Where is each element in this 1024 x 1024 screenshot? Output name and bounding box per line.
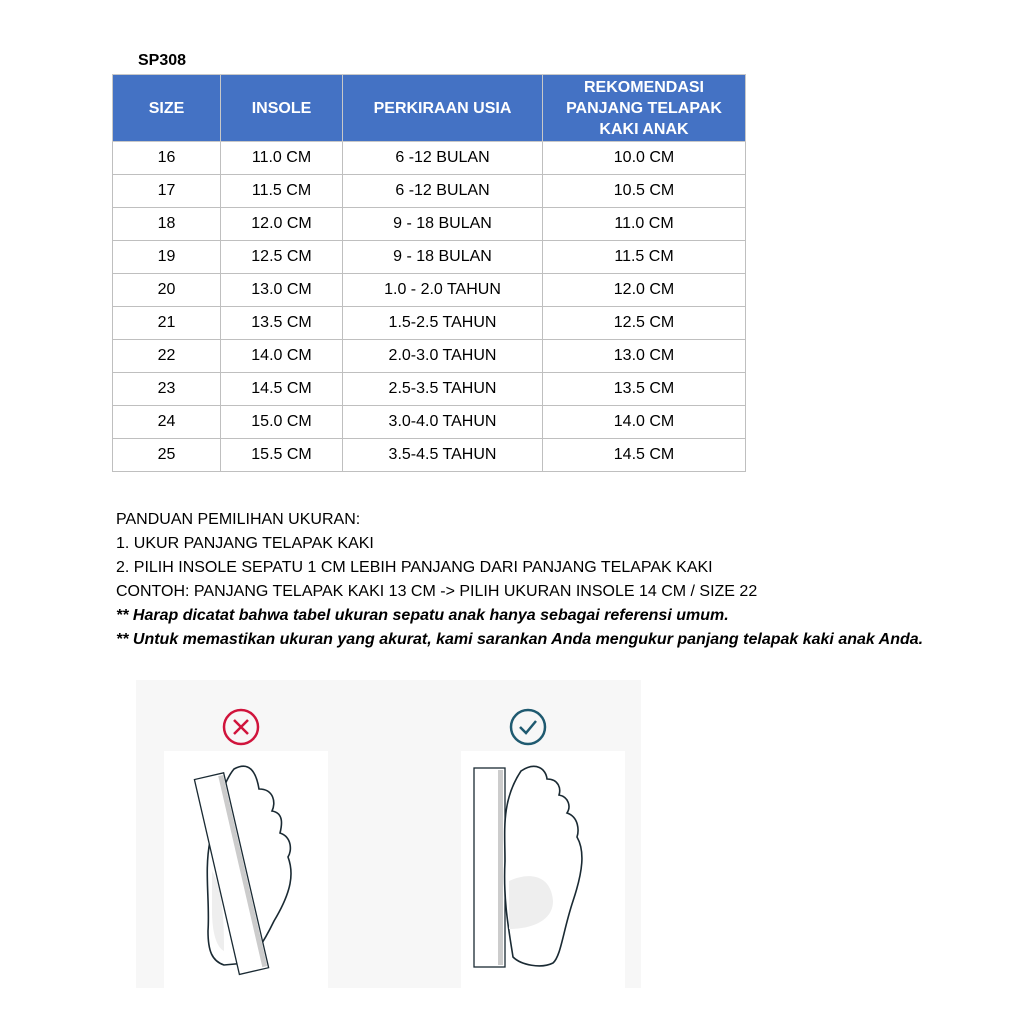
table-row <box>113 340 746 373</box>
size-cell: 23 <box>113 373 221 406</box>
foot-length-cell: 13.0 CM <box>543 340 746 373</box>
size-cell: 22 <box>113 340 221 373</box>
foot-length-cell: 11.5 CM <box>543 241 746 274</box>
table-row <box>113 439 746 472</box>
table-row <box>113 307 746 340</box>
insole-cell: 13.5 CM <box>221 307 343 340</box>
table-row <box>113 208 746 241</box>
size-chart-table <box>112 74 746 472</box>
header-size: SIZE <box>113 75 221 142</box>
insole-cell: 12.5 CM <box>221 241 343 274</box>
foot-length-cell: 11.0 CM <box>543 208 746 241</box>
foot-ruler-tilted-image <box>164 751 328 988</box>
size-cell: 24 <box>113 406 221 439</box>
insole-cell: 15.5 CM <box>221 439 343 472</box>
age-cell: 3.0-4.0 TAHUN <box>343 406 543 439</box>
age-cell: 2.0-3.0 TAHUN <box>343 340 543 373</box>
foot-length-cell: 10.0 CM <box>543 142 746 175</box>
foot-length-cell: 13.5 CM <box>543 373 746 406</box>
table-row <box>113 241 746 274</box>
age-cell: 6 -12 BULAN <box>343 175 543 208</box>
size-cell: 16 <box>113 142 221 175</box>
header-age: PERKIRAAN USIA <box>343 75 543 142</box>
age-cell: 6 -12 BULAN <box>343 142 543 175</box>
size-cell: 17 <box>113 175 221 208</box>
guide-example: CONTOH: PANJANG TELAPAK KAKI 13 CM -> PILIH UKURAN INSOLE 14 CM / SIZE 22 <box>116 583 758 600</box>
insole-cell: 14.5 CM <box>221 373 343 406</box>
header-foot-length: REKOMENDASI PANJANG TELAPAK KAKI ANAK <box>543 75 746 142</box>
size-cell: 18 <box>113 208 221 241</box>
wrong-measure-panel <box>164 751 328 988</box>
size-cell: 19 <box>113 241 221 274</box>
size-cell: 25 <box>113 439 221 472</box>
table-row <box>113 406 746 439</box>
age-cell: 1.5-2.5 TAHUN <box>343 307 543 340</box>
insole-cell: 15.0 CM <box>221 406 343 439</box>
table-header-row <box>113 75 746 142</box>
foot-length-cell: 12.0 CM <box>543 274 746 307</box>
insole-cell: 12.0 CM <box>221 208 343 241</box>
insole-cell: 13.0 CM <box>221 274 343 307</box>
table-row <box>113 274 746 307</box>
table-row <box>113 142 746 175</box>
table-row <box>113 373 746 406</box>
insole-cell: 11.0 CM <box>221 142 343 175</box>
correct-check-icon <box>509 708 547 746</box>
foot-length-cell: 12.5 CM <box>543 307 746 340</box>
size-cell: 21 <box>113 307 221 340</box>
size-guide <box>116 508 923 652</box>
age-cell: 9 - 18 BULAN <box>343 241 543 274</box>
guide-note-2: ** Untuk memastikan ukuran yang akurat, kami sarankan Anda mengukur panjang telapak kaki anak Anda. <box>116 631 924 648</box>
foot-length-cell: 14.0 CM <box>543 406 746 439</box>
guide-title: PANDUAN PEMILIHAN UKURAN: <box>116 511 361 528</box>
age-cell: 3.5-4.5 TAHUN <box>343 439 543 472</box>
guide-step-2: 2. PILIH INSOLE SEPATU 1 CM LEBIH PANJANG DARI PANJANG TELAPAK KAKI <box>116 559 713 576</box>
size-cell: 20 <box>113 274 221 307</box>
age-cell: 1.0 - 2.0 TAHUN <box>343 274 543 307</box>
age-cell: 2.5-3.5 TAHUN <box>343 373 543 406</box>
measuring-illustration <box>136 680 641 988</box>
wrong-x-icon <box>222 708 260 746</box>
age-cell: 9 - 18 BULAN <box>343 208 543 241</box>
insole-cell: 11.5 CM <box>221 175 343 208</box>
foot-ruler-straight-image <box>461 751 625 988</box>
guide-note-1: ** Harap dicatat bahwa tabel ukuran sepatu anak hanya sebagai referensi umum. <box>116 607 729 624</box>
product-code: SP308 <box>138 52 187 69</box>
correct-measure-panel <box>461 751 625 988</box>
insole-cell: 14.0 CM <box>221 340 343 373</box>
table-row <box>113 175 746 208</box>
header-insole: INSOLE <box>221 75 343 142</box>
guide-step-1: 1. UKUR PANJANG TELAPAK KAKI <box>116 535 374 552</box>
foot-length-cell: 10.5 CM <box>543 175 746 208</box>
foot-length-cell: 14.5 CM <box>543 439 746 472</box>
